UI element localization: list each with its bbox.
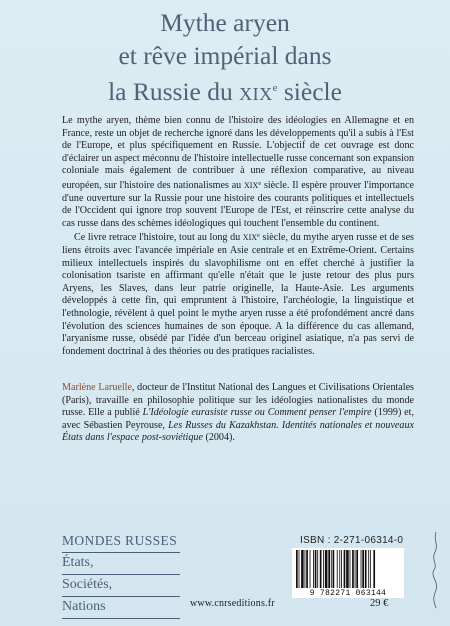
- series-line-1: États,: [62, 555, 94, 570]
- series-line-3: Nations: [62, 599, 106, 614]
- signature-mark: [430, 530, 442, 610]
- p1-century: XIX: [244, 180, 259, 190]
- author-bio-3: (2004).: [202, 432, 235, 444]
- barcode-bar: [317, 550, 318, 588]
- p1-tail: siècle. Il espère prouver l'importance d'une ouverture sur la Russie pour une histoire des courants politiques et intellectuels de l'Occident qui ignore trop souvent l'Europe de l'Est, et réinscrire cette analyse du cas russe dans des schèmes idéologiques qui touchent l'ensemble du continent.: [62, 179, 414, 229]
- author-book-1: L'Idéologie eurasiste russe ou Comment penser l'empire: [142, 407, 372, 419]
- barcode-bar: [296, 550, 298, 588]
- author-bio-1: , docteur de l'Institut National des Langues et Civilisations Orientales (Paris), travaille en philosophie politique sur les idéologies nationalistes du monde russe. Elle a publié: [62, 382, 414, 419]
- author-book-2: Les Russes du Kazakhstan. Identités nationales et nouveaux États dans l'espace post-soviétique: [62, 419, 414, 444]
- barcode-bar: [323, 550, 324, 588]
- barcode-bar: [356, 550, 358, 588]
- barcode-bar: [299, 550, 300, 588]
- barcode: [292, 548, 404, 590]
- barcode-bar: [320, 550, 322, 588]
- barcode-bar: [339, 550, 340, 588]
- title-century: XIX: [239, 84, 273, 104]
- barcode-bar: [361, 550, 362, 588]
- barcode-bar: [310, 550, 311, 588]
- description-paragraph-2: [62, 230, 414, 358]
- p2-text: Ce livre retrace l'histoire, tout au long du: [74, 232, 243, 244]
- p2-tail: siècle, du mythe aryen russe et de ses liens étroits avec l'avancée impériale en Asie centrale et en Extrême-Orient. Certains milieux intellectuels inspirés du slavophilisme ont en effet cherché à justifier la colonisation tsariste en affirmant qu'elle n'était que le juste retour des plus purs Aryens, les Slaves, dans leur patrie originelle, la Haute-Asie. Les arguments développés à cette fin, qui empruntent à l'histoire, l'archéologie, la linguistique et l'ethnologie, révèlent à quel point le mythe aryen russe a été profondément ancré dans l'évolution des sciences humaines de son époque. A la différence du cas allemand, l'aryanisme russe, obsédé par l'idée d'un berceau originel asiatique, n'a pas servi de fondement doctrinal à des théories ou des pratiques racialistes.: [62, 232, 414, 357]
- barcode-bar: [325, 550, 328, 588]
- barcode-bar: [331, 550, 332, 588]
- p2-century: XIX: [242, 233, 258, 243]
- barcode-bar: [341, 550, 342, 588]
- barcode-bar: [328, 550, 330, 588]
- title-line-2: et rêve impérial dans: [118, 41, 332, 70]
- price: 29 €: [370, 598, 389, 609]
- barcode-bar: [333, 550, 335, 588]
- author-bio: [62, 382, 414, 445]
- series-rule: [62, 618, 180, 619]
- barcode-bar: [346, 550, 349, 588]
- p2-century-suffix: e: [257, 232, 260, 240]
- title-century-suffix: e: [272, 82, 278, 94]
- title-line-3-start: la Russie du: [108, 77, 240, 106]
- title-line-3: [40, 72, 410, 111]
- barcode-bar: [337, 550, 338, 588]
- barcode-bar: [370, 550, 371, 588]
- book-title: [40, 6, 410, 111]
- author-name: Marlène Laruelle: [62, 382, 132, 393]
- p1-century-suffix: e: [258, 179, 262, 187]
- p1-text: Le mythe aryen, thème bien connu de l'histoire des idéologies en Allemagne et en France, reste un objet de recherche ignoré dans les développements qu'il a subis à l'Est de l'Europe, et plus spécifiquement en Russie. L'objectif de cet ouvrage est donc d'éclairer un aspect méconnu de l'histoire intellectuelle russe concernant son expansion coloniale mais également de contribuer à une réflexion comparative, au niveau européen, sur l'histoire des nationalismes au: [62, 115, 414, 191]
- barcode-bar: [365, 550, 367, 588]
- barcode-bar: [301, 550, 304, 588]
- barcode-bar: [350, 550, 351, 588]
- barcode-bars: [292, 548, 404, 590]
- barcode-bar: [305, 550, 306, 588]
- barcode-bar: [368, 550, 369, 588]
- barcode-bar: [313, 550, 314, 588]
- title-line-1: Mythe aryen: [160, 8, 290, 37]
- barcode-bar: [352, 550, 354, 588]
- barcode-bar: [315, 550, 317, 588]
- author-bio-2: (1999) et, avec Sébastien Peyrouse,: [62, 407, 414, 431]
- barcode-bar: [344, 550, 346, 588]
- series-line-2: Sociétés,: [62, 577, 113, 592]
- isbn: ISBN : 2-271-06314-0: [300, 535, 404, 546]
- description-paragraph-1: [62, 115, 414, 230]
- barcode-bar: [355, 550, 356, 588]
- series-block: [62, 531, 180, 619]
- barcode-number: 9 782271 063144: [292, 589, 404, 598]
- title-line-3-end: siècle: [277, 77, 342, 106]
- barcode-bar: [306, 550, 308, 588]
- book-description: [62, 115, 414, 358]
- barcode-bar: [362, 550, 364, 588]
- series-heading: MONDES RUSSES: [62, 533, 178, 548]
- website-link[interactable]: www.cnrseditions.fr: [190, 598, 275, 609]
- barcode-bar: [373, 550, 375, 588]
